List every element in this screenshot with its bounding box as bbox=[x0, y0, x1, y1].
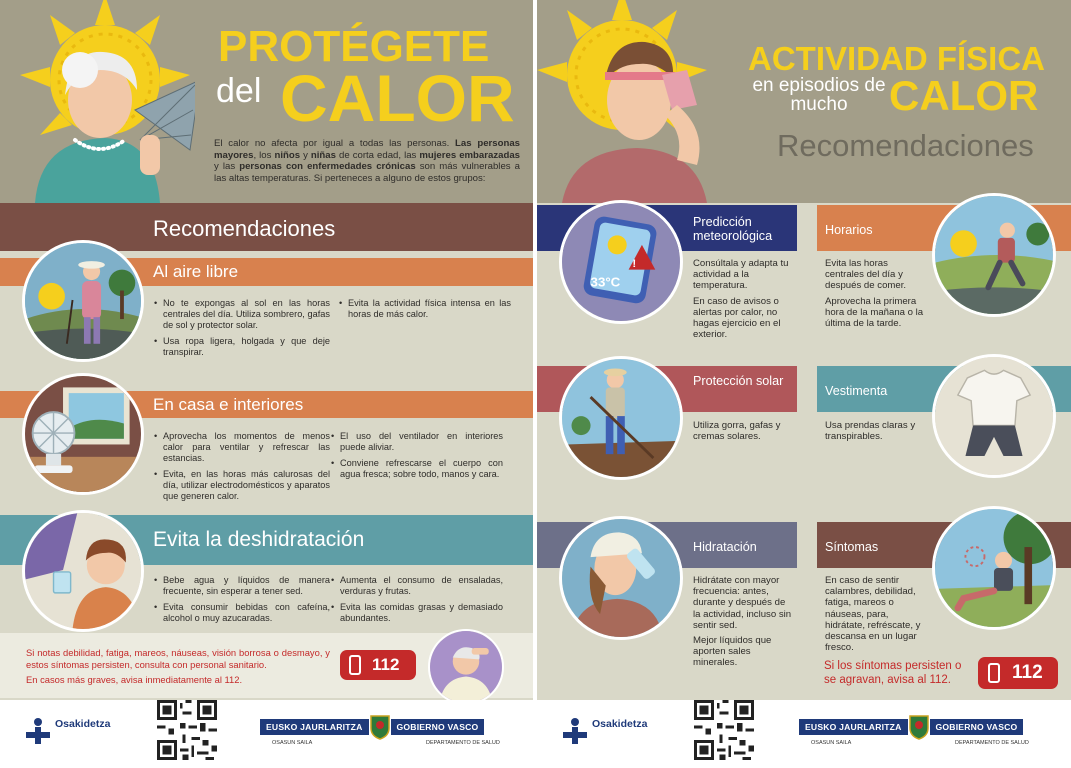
block-text-prediccion bbox=[693, 258, 793, 344]
aire-libre-list-col1 bbox=[154, 298, 330, 363]
osakidetza-name: Osakidetza bbox=[55, 718, 111, 730]
block-text-sintomas bbox=[825, 575, 925, 657]
block-paragraph: Mejor líquidos que aporten sales minerales. bbox=[693, 635, 772, 669]
warning-text: Si notas debilidad, fatiga, mareos, náuseas, visión borrosa o desmayo, y estos síntomas persisten, consulta con personal sanitario. bbox=[26, 647, 330, 670]
emergency-number: 112 bbox=[372, 655, 400, 674]
dept-basque: OSASUN SAILA bbox=[811, 740, 852, 746]
indoor-fan-illustration bbox=[22, 373, 144, 495]
emergency-112-badge bbox=[340, 650, 416, 680]
gov-basque-name: EUSKO JAURLARITZA bbox=[260, 719, 369, 735]
block-paragraph: Consúltala y adapta tu actividad a la temperatura. bbox=[693, 258, 789, 292]
dept-spanish: DEPARTAMENTO DE SALUD bbox=[955, 740, 1029, 746]
block-title: Protección solar bbox=[693, 374, 784, 388]
block-title: Vestimenta bbox=[825, 384, 888, 398]
list-item: • Aprovecha los momentos de menos calor para ventilar y refrescar las estancias. bbox=[154, 431, 330, 464]
list-item: • Evita las comidas grasas y demasiado abundantes. bbox=[331, 602, 503, 624]
section-title: Evita la deshidratación bbox=[153, 528, 365, 551]
block-paragraph: En caso de sentir calambres, debilidad, fatiga, mareos o náuseas, para, hidrátate, refréscate, y descansa en un lugar fresco. bbox=[825, 575, 921, 654]
warning-box bbox=[0, 633, 533, 698]
list-item: • Aumenta el consumo de ensaladas, verduras y frutas. bbox=[331, 575, 503, 597]
phone-icon bbox=[349, 655, 361, 675]
list-item: • Evita consumir bebidas con cafeína, alcohol o muy azucaradas. bbox=[154, 602, 330, 624]
dept-basque: OSASUN SAILA bbox=[272, 740, 313, 746]
en-casa-list-col1 bbox=[154, 431, 330, 507]
gobierno-vasco-logo bbox=[799, 719, 1023, 735]
weather-forecast-illustration bbox=[559, 200, 683, 324]
gov-spanish-name: GOBIERNO VASCO bbox=[930, 719, 1024, 735]
block-text-vestimenta bbox=[825, 420, 925, 446]
osakidetza-logo-icon bbox=[563, 716, 587, 744]
qr-code-icon[interactable] bbox=[694, 700, 754, 760]
list-item: • El uso del ventilador en interiores puede aliviar. bbox=[331, 431, 503, 453]
footer bbox=[0, 700, 533, 768]
osakidetza-name: Osakidetza bbox=[592, 718, 648, 730]
list-item: • No te expongas al sol en las horas centrales del día. Utiliza sombrero, gafas de sol y protector solar. bbox=[154, 298, 330, 331]
phone-icon bbox=[988, 663, 1000, 683]
poster-protegete-del-calor bbox=[0, 0, 533, 768]
warning-emergency-text: En casos más graves, avisa inmediatamente al 112. bbox=[26, 674, 243, 685]
title-line-3: CALOR bbox=[280, 61, 515, 135]
coat-of-arms-icon bbox=[908, 714, 930, 740]
block-paragraph: Usa prendas claras y transpirables. bbox=[825, 420, 916, 443]
hero-section bbox=[537, 0, 1071, 203]
poster-actividad-fisica bbox=[537, 0, 1071, 768]
jogging-illustration bbox=[932, 193, 1056, 317]
qr-code-icon[interactable] bbox=[157, 700, 217, 760]
recommendations-heading: Recomendaciones bbox=[153, 216, 336, 241]
gov-basque-name: EUSKO JAURLARITZA bbox=[799, 719, 908, 735]
sweaty-man-illustration bbox=[557, 30, 727, 203]
section-title: En casa e interiores bbox=[153, 395, 304, 414]
footer-warning-text: Si los síntomas persisten o se agravan, avisa al 112. bbox=[824, 660, 962, 686]
title-line-3: CALOR bbox=[889, 72, 1039, 119]
dept-spanish: DEPARTAMENTO DE SALUD bbox=[426, 740, 500, 746]
emergency-number: 112 bbox=[1012, 662, 1043, 683]
block-title: Predicción meteorológica bbox=[693, 215, 773, 243]
block-title: Hidratación bbox=[693, 540, 757, 554]
aire-libre-list-col2 bbox=[339, 298, 511, 325]
title-line-1: ACTIVIDAD FÍSICA bbox=[748, 40, 1045, 77]
dizzy-man-illustration bbox=[428, 629, 504, 705]
en-casa-list-col2 bbox=[331, 431, 503, 485]
emergency-112-badge bbox=[978, 657, 1058, 689]
elderly-woman-with-fan-illustration bbox=[25, 40, 195, 203]
title-line-2: en episodios de mucho bbox=[752, 75, 886, 115]
title-line-2: del bbox=[216, 72, 262, 110]
deshidratacion-list-col2 bbox=[331, 575, 503, 629]
clothing-illustration bbox=[932, 354, 1056, 478]
block-text-hidratacion bbox=[693, 575, 793, 673]
intro-paragraph: El calor no afecta por igual a todas las personas. Las personas mayores, los niños y niñas de corta edad, las mujeres embarazadas y las personas con enfermedades crónicas son más vulnerables a las altas temperaturas. Si perteneces a alguno de estos grupos: bbox=[214, 138, 520, 184]
block-text-horarios bbox=[825, 258, 925, 333]
block-paragraph: Utiliza gorra, gafas y cremas solares. bbox=[693, 420, 781, 443]
list-item: • Evita, en las horas más calurosas del día, utilizar electrodomésticos y aparatos que generen calor. bbox=[154, 469, 330, 502]
block-title: Horarios bbox=[825, 223, 873, 237]
resting-runner-illustration bbox=[932, 506, 1056, 630]
footer bbox=[537, 700, 1071, 768]
title-line-1: PROTÉGETE bbox=[218, 22, 490, 71]
list-item: • Conviene refrescarse el cuerpo con agua fresca; sobre todo, manos y cara. bbox=[331, 458, 503, 480]
deshidratacion-list-col1 bbox=[154, 575, 330, 629]
child-drinking-water-illustration bbox=[22, 510, 144, 632]
list-item: • Usa ropa ligera, holgada y que deje transpirar. bbox=[154, 336, 330, 358]
list-item: • Evita la actividad física intensa en las horas de más calor. bbox=[339, 298, 511, 320]
gov-spanish-name: GOBIERNO VASCO bbox=[391, 719, 485, 735]
block-paragraph: Hidrátate con mayor frecuencia: antes, durante y después de la actividad, incluso sin sentir sed. bbox=[693, 575, 792, 631]
block-title: Síntomas bbox=[825, 540, 879, 554]
subtitle: Recomendaciones bbox=[777, 128, 1034, 163]
hero-section bbox=[0, 0, 533, 203]
block-paragraph: Aprovecha la primera hora de la mañana o la última de la tarde. bbox=[825, 295, 924, 330]
gardener-illustration bbox=[559, 356, 683, 480]
osakidetza-logo-icon bbox=[26, 716, 50, 744]
svg-text:!: ! bbox=[632, 257, 637, 270]
outdoor-walk-illustration bbox=[22, 240, 144, 362]
section-title: Al aire libre bbox=[153, 262, 239, 281]
drinking-woman-illustration bbox=[559, 516, 683, 640]
temperature-label: 33°C bbox=[590, 274, 621, 290]
block-paragraph: En caso de avisos o alertas por calor, no hagas ejercicio en el exterior. bbox=[693, 295, 781, 341]
gobierno-vasco-logo bbox=[260, 719, 484, 735]
block-paragraph: Evita las horas centrales del día y después de comer. bbox=[825, 258, 907, 292]
block-text-proteccion bbox=[693, 420, 793, 446]
list-item: • Bebe agua y líquidos de manera frecuente, sin esperar a tener sed. bbox=[154, 575, 330, 597]
coat-of-arms-icon bbox=[369, 714, 391, 740]
